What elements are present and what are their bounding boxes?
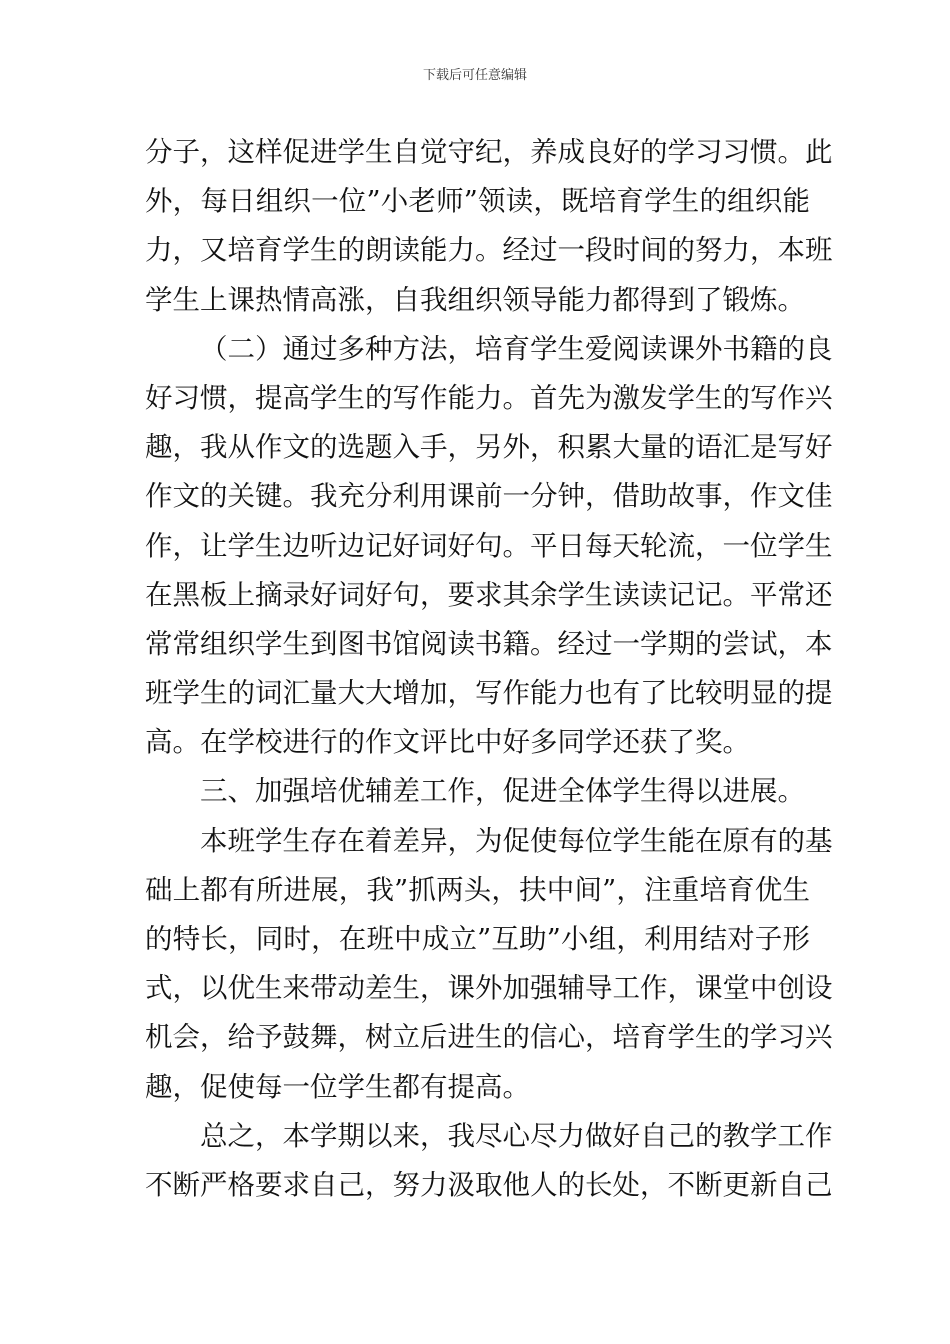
text-line: 础上都有所进展，我”抓两头，扶中间”，注重培育优生 (145, 873, 810, 906)
text-line: 总之，本学期以来，我尽心尽力做好自己的教学工作 (200, 1119, 833, 1152)
text-line: 班学生的词汇量大大增加，写作能力也有了比较明显的提 (145, 677, 833, 710)
text-line: 三、加强培优辅差工作，促进全体学生得以进展。 (200, 775, 805, 808)
text-line: 机会，给予鼓舞，树立后进生的信心，培育学生的学习兴 (145, 1021, 833, 1054)
text-line: 力，又培育学生的朗读能力。经过一段时间的努力，本班 (145, 234, 833, 267)
text-line: 学生上课热情高涨，自我组织领导能力都得到了锻炼。 (145, 283, 805, 316)
text-line: 作，让学生边听边记好词好句。平日每天轮流，一位学生 (145, 529, 833, 562)
text-line: 不断严格要求自己，努力汲取他人的长处，不断更新自己 (145, 1168, 833, 1201)
text-line: 作文的关键。我充分利用课前一分钟，借助故事，作文佳 (145, 480, 833, 513)
text-line: 常常组织学生到图书馆阅读书籍。经过一学期的尝试，本 (145, 627, 833, 660)
text-line: 在黑板上摘录好词好句，要求其余学生读读记记。平常还 (145, 578, 833, 611)
text-line: 分子，这样促进学生自觉守纪，养成良好的学习习惯。此 (145, 136, 833, 168)
text-line: 好习惯，提高学生的写作能力。首先为激发学生的写作兴 (145, 381, 833, 414)
text-line: 本班学生存在着差异，为促使每位学生能在原有的基 (200, 824, 833, 857)
text-line: 趣，我从作文的选题入手，另外，积累大量的语汇是写好 (145, 431, 833, 464)
text-line: （二）通过多种方法，培育学生爱阅读课外书籍的良 (200, 332, 833, 365)
text-line: 的特长，同时，在班中成立”互助”小组，利用结对子形 (145, 923, 810, 955)
text-line: 外，每日组织一位”小老师”领读，既培育学生的组织能 (145, 185, 810, 218)
text-line: 高。在学校进行的作文评比中好多同学还获了奖。 (145, 726, 750, 759)
document-body (145, 128, 833, 1210)
text-line: 式，以优生来带动差生，课外加强辅导工作，课堂中创设 (145, 972, 833, 1005)
text-line: 趣，促使每一位学生都有提高。 (145, 1070, 530, 1103)
page-header: 下载后可任意编辑 (422, 68, 527, 83)
